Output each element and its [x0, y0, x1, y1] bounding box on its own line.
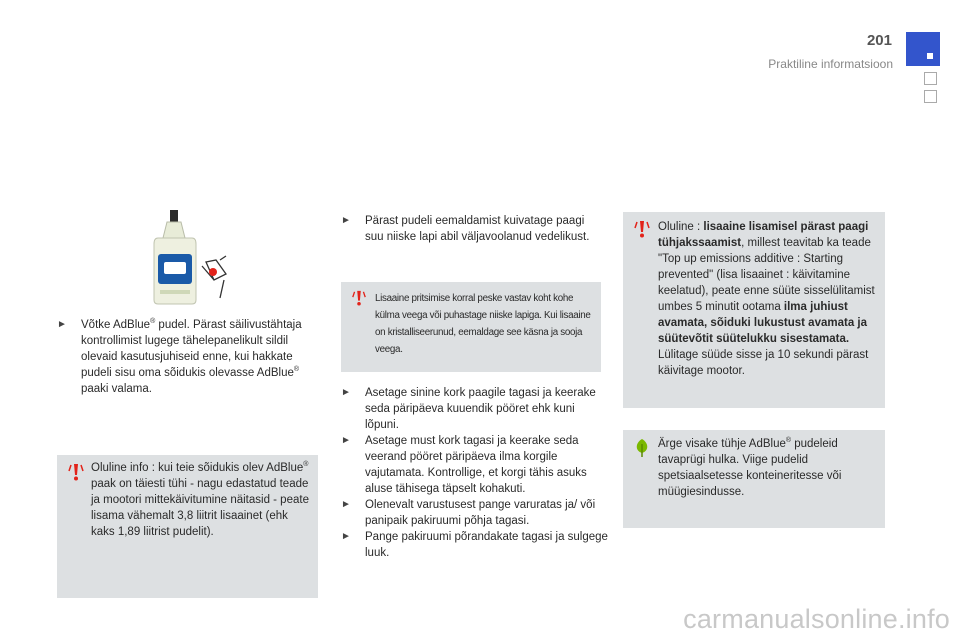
env-text-part: pudeleid tavaprügi hulka. Viige pudelid spetsiaalsetesse konteineritesse või müügiesindusse.: [658, 438, 842, 498]
registered-mark: ®: [785, 437, 792, 445]
list-item: [341, 433, 611, 497]
info-text-part: paak on täiesti tühi - nagu edastatud teade ja mootori mittekäivitumine näitasid - peate lisama vähemalt 3,8 liitrit lisaainet (ehk kaks 1,89 liitrist pudelit).: [91, 478, 309, 538]
step-pour-adblue: [57, 317, 322, 397]
registered-mark: ®: [293, 366, 300, 374]
step-text: Pange pakiruumi põrandakate tagasi ja sulgege luuk.: [365, 531, 608, 559]
warning-text-bold: lisaaine lisamisel pärast paagi tühjakssaamist: [658, 221, 869, 249]
warning-text-part: , millest teavitab ka teade "Top up emissions additive : Starting prevented" (lisa lisaainet : käivitamine keelatud), peate enne süüte sisselülitamist umbes 5 minutit ootama: [658, 237, 875, 313]
chapter-tab-marker: [927, 53, 933, 59]
note-text: Lisaaine pritsimise korral peske vastav koht kohe külma veega või puhastage niiske lapiga. Kui lisaaine on kristalliseerunud, eemaldage see käsna ja sooja veega.: [375, 293, 591, 355]
section-title: Praktiline informatsioon: [768, 57, 893, 71]
page-number: 201: [866, 32, 892, 49]
closing-steps-list: [341, 385, 611, 561]
env-text-part: Ärge visake tühje AdBlue: [658, 438, 786, 450]
step-text-part: pudel. Pärast säilivustähtaja kontrollimist lugege tähelepanelikult sildil olevaid kasutusjuhiseid enne, kui hakkate pudeli sisu oma sõidukis olevasse AdBlue: [81, 319, 302, 379]
list-item: [341, 529, 611, 561]
step-text-part: Võtke AdBlue: [81, 319, 151, 331]
list-item: [341, 497, 611, 529]
right-arrow-bullet-icon: ►: [57, 319, 67, 330]
warning-box-restart: [623, 212, 885, 408]
warning-text-part: Oluline :: [658, 221, 704, 233]
list-item: [341, 385, 611, 433]
info-text-part: Oluline info : kui teie sõidukis olev AdBlue: [91, 462, 304, 474]
info-box-empty-tank: [57, 455, 318, 598]
right-arrow-bullet-icon: ►: [341, 499, 351, 510]
environment-box-disposal: [623, 430, 885, 528]
warning-text-part: Lülitage süüde sisse ja 10 sekundi pärast käivitage mootor.: [658, 349, 869, 377]
registered-mark: ®: [303, 461, 309, 469]
exclamation-warning-icon: [67, 463, 85, 481]
exclamation-warning-icon: [633, 220, 651, 238]
step-text: Pärast pudeli eemaldamist kuivatage paagi suu niiske lapi abil väljavoolanud vedelikust.: [365, 215, 590, 243]
chapter-tab-active: [906, 32, 940, 66]
chapter-tab: [924, 90, 937, 103]
registered-mark: ®: [150, 318, 156, 326]
step-text: Asetage sinine kork paagile tagasi ja keerake seda päripäeva kuuendik pööret ehk kuni lõpuni.: [365, 387, 596, 431]
chapter-tab: [924, 72, 937, 85]
step-dry-filler: [341, 213, 601, 245]
step-text: Asetage must kork tagasi ja keerake seda veerand pööret päripäeva ilma korgile vajutamata. Kontrollige, et korgi tähis asuks aluse tähisega täpselt kohakuti.: [365, 435, 587, 495]
watermark: carmanualsonline.info: [683, 604, 950, 634]
leaf-environment-icon: [633, 438, 651, 458]
adblue-bottle-illustration: [150, 210, 236, 306]
right-arrow-bullet-icon: ►: [341, 387, 351, 398]
exclamation-warning-icon: [351, 290, 367, 306]
right-arrow-bullet-icon: ►: [341, 531, 351, 542]
warning-text-bold: ilma juhiust avamata, sõiduki lukustust avamata ja süütevõtit süütelukku sisestamata.: [658, 301, 868, 345]
right-arrow-bullet-icon: ►: [341, 215, 351, 226]
step-text: Olenevalt varustusest pange varuratas ja/ või panipaik pakiruumi põhja tagasi.: [365, 499, 596, 527]
note-box-spillage: [341, 282, 601, 372]
step-text-part: paaki valama.: [81, 383, 152, 395]
right-arrow-bullet-icon: ►: [341, 435, 351, 446]
